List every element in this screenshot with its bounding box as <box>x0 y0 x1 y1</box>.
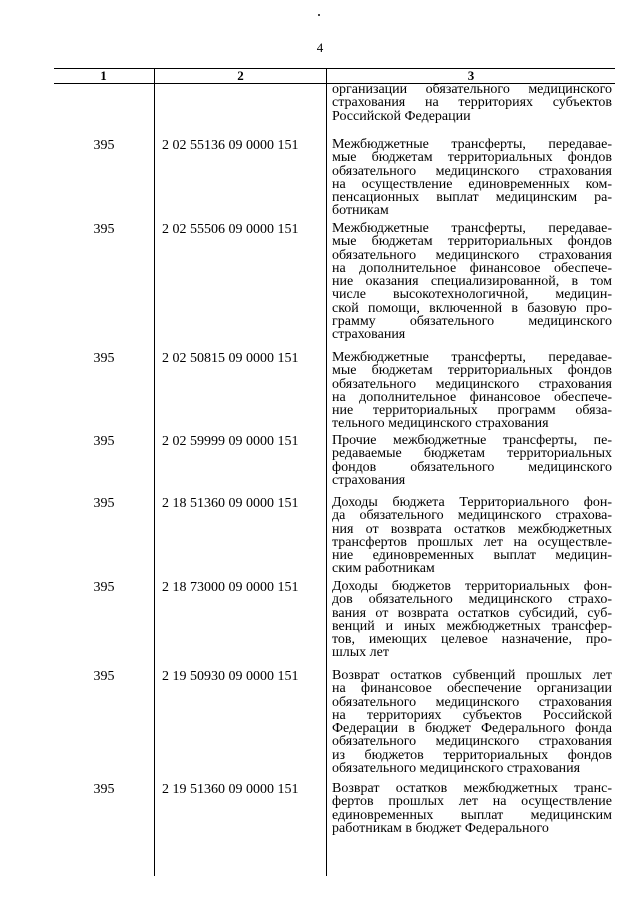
description-line: редаваемые бюджетам территориальных <box>332 446 612 462</box>
description-line: из бюджетов территориальных фондов <box>332 747 612 763</box>
row-description <box>332 496 612 576</box>
description-line: на дополнительное финансовое обеспече- <box>332 260 612 276</box>
budget-classification-code: 2 02 55506 09 0000 151 <box>162 222 299 237</box>
description-line: на финансовое обеспечение организации <box>332 681 612 697</box>
description-line: Межбюджетные трансферты, передавае- <box>332 221 612 236</box>
admin-code: 395 <box>93 138 115 153</box>
description-line: ния от возврата остатков межбюджетных <box>332 521 612 537</box>
description-line: тов, имеющих целевое назначение, про- <box>332 632 612 648</box>
description-line: обязательного медицинского страхования <box>332 376 612 392</box>
description-line: страхования <box>332 472 406 488</box>
description-line: обязательного медицинского страхования <box>332 694 612 710</box>
description-line: тельного медицинского страхования <box>332 416 549 432</box>
description-line: на территориях субъектов Российской <box>332 707 612 723</box>
row-description <box>332 222 612 342</box>
revenue-codes-table <box>54 68 615 876</box>
description-line: Межбюджетные трансферты, передавае- <box>332 350 612 365</box>
budget-classification-code: 2 19 51360 09 0000 151 <box>162 782 299 797</box>
description-line: Федерации в бюджет Федерального фонда <box>332 721 612 737</box>
description-line: ским работникам <box>332 561 435 577</box>
description-line: венций и иных межбюджетных трансфер- <box>332 618 612 634</box>
budget-classification-code: 2 02 59999 09 0000 151 <box>162 434 299 449</box>
description-line: мые бюджетам территориальных фондов <box>332 150 612 166</box>
description-line: ботникам <box>332 203 389 219</box>
description-line: грамму обязательного медицинского <box>332 314 612 330</box>
description-line: мые бюджетам территориальных фондов <box>332 363 612 379</box>
admin-code: 395 <box>93 496 115 511</box>
description-line: числе высокотехнологичной, медицин- <box>332 287 612 303</box>
description-line: Возврат остатков субвенций прошлых лет <box>332 668 612 683</box>
budget-classification-code: 2 02 50815 09 0000 151 <box>162 351 299 366</box>
description-line: Доходы бюджета Территориального фон- <box>332 495 612 510</box>
description-line: вания от возврата остатков субсидий, суб- <box>332 605 612 621</box>
description-line: Российской Федерации <box>332 108 471 124</box>
budget-classification-code: 2 02 55136 09 0000 151 <box>162 138 299 153</box>
budget-classification-code: 2 18 73000 09 0000 151 <box>162 580 299 595</box>
admin-code: 395 <box>93 782 115 797</box>
description-line: на осуществление единовременных ком- <box>332 176 612 192</box>
description-line: обязательного медицинского страхования <box>332 761 581 777</box>
budget-classification-code: 2 18 51360 09 0000 151 <box>162 496 299 511</box>
description-line: единовременных выплат медицинским <box>332 807 612 823</box>
row-description <box>332 351 612 431</box>
admin-code: 395 <box>93 434 115 449</box>
description-line: мые бюджетам территориальных фондов <box>332 234 612 250</box>
description-line: ние единовременных выплат медицин- <box>332 548 612 564</box>
row-description <box>332 434 612 487</box>
description-line: организации обязательного медицинского <box>332 82 612 97</box>
row-description <box>332 669 612 775</box>
description-line: трансфертов прошлых лет на осуществле- <box>332 534 612 550</box>
row-description <box>332 580 612 660</box>
description-line: фондов обязательного медицинского <box>332 459 612 475</box>
description-line: да обязательного медицинского страхова- <box>332 508 612 524</box>
row-description <box>332 782 612 835</box>
description-line: Прочие межбюджетные трансферты, пе- <box>332 433 612 448</box>
column-divider-1 <box>154 68 155 876</box>
description-line: работникам в бюджет Федерального <box>332 820 549 836</box>
admin-code: 395 <box>93 580 115 595</box>
page-number: 4 <box>316 40 324 55</box>
row-description <box>332 138 612 218</box>
scan-dot <box>318 14 320 16</box>
description-line: на дополнительное финансовое обеспече- <box>332 389 612 405</box>
description-line: страхования <box>332 327 406 343</box>
description-line: Межбюджетные трансферты, передавае- <box>332 137 612 152</box>
header-col-3: 3 <box>467 68 475 83</box>
description-line: фертов прошлых лет на осуществление <box>332 794 612 810</box>
description-line: обязательного медицинского страхования <box>332 734 612 750</box>
admin-code: 395 <box>93 669 115 684</box>
description-line: дов обязательного медицинского страхо- <box>332 592 612 608</box>
description-line: Доходы бюджетов территориальных фон- <box>332 579 612 594</box>
description-line: ской помощи, включенной в базовую про- <box>332 300 612 316</box>
description-line: ние оказания специализированной, в том <box>332 274 612 290</box>
description-line: Возврат остатков межбюджетных транс- <box>332 781 612 796</box>
description-line: шлых лет <box>332 645 389 661</box>
description-line: ние территориальных программ обяза- <box>332 403 612 419</box>
column-divider-2 <box>326 68 327 876</box>
description-line: обязательного медицинского страхования <box>332 247 612 263</box>
admin-code: 395 <box>93 222 115 237</box>
header-col-2: 2 <box>237 68 244 83</box>
description-line: обязательного медицинского страхования <box>332 163 612 179</box>
row-description <box>332 83 612 123</box>
budget-classification-code: 2 19 50930 09 0000 151 <box>162 669 299 684</box>
header-col-1: 1 <box>100 68 107 83</box>
description-line: страхования на территориях субъектов <box>332 95 612 111</box>
admin-code: 395 <box>93 351 115 366</box>
description-line: пенсационных выплат медицинским ра- <box>332 190 612 206</box>
